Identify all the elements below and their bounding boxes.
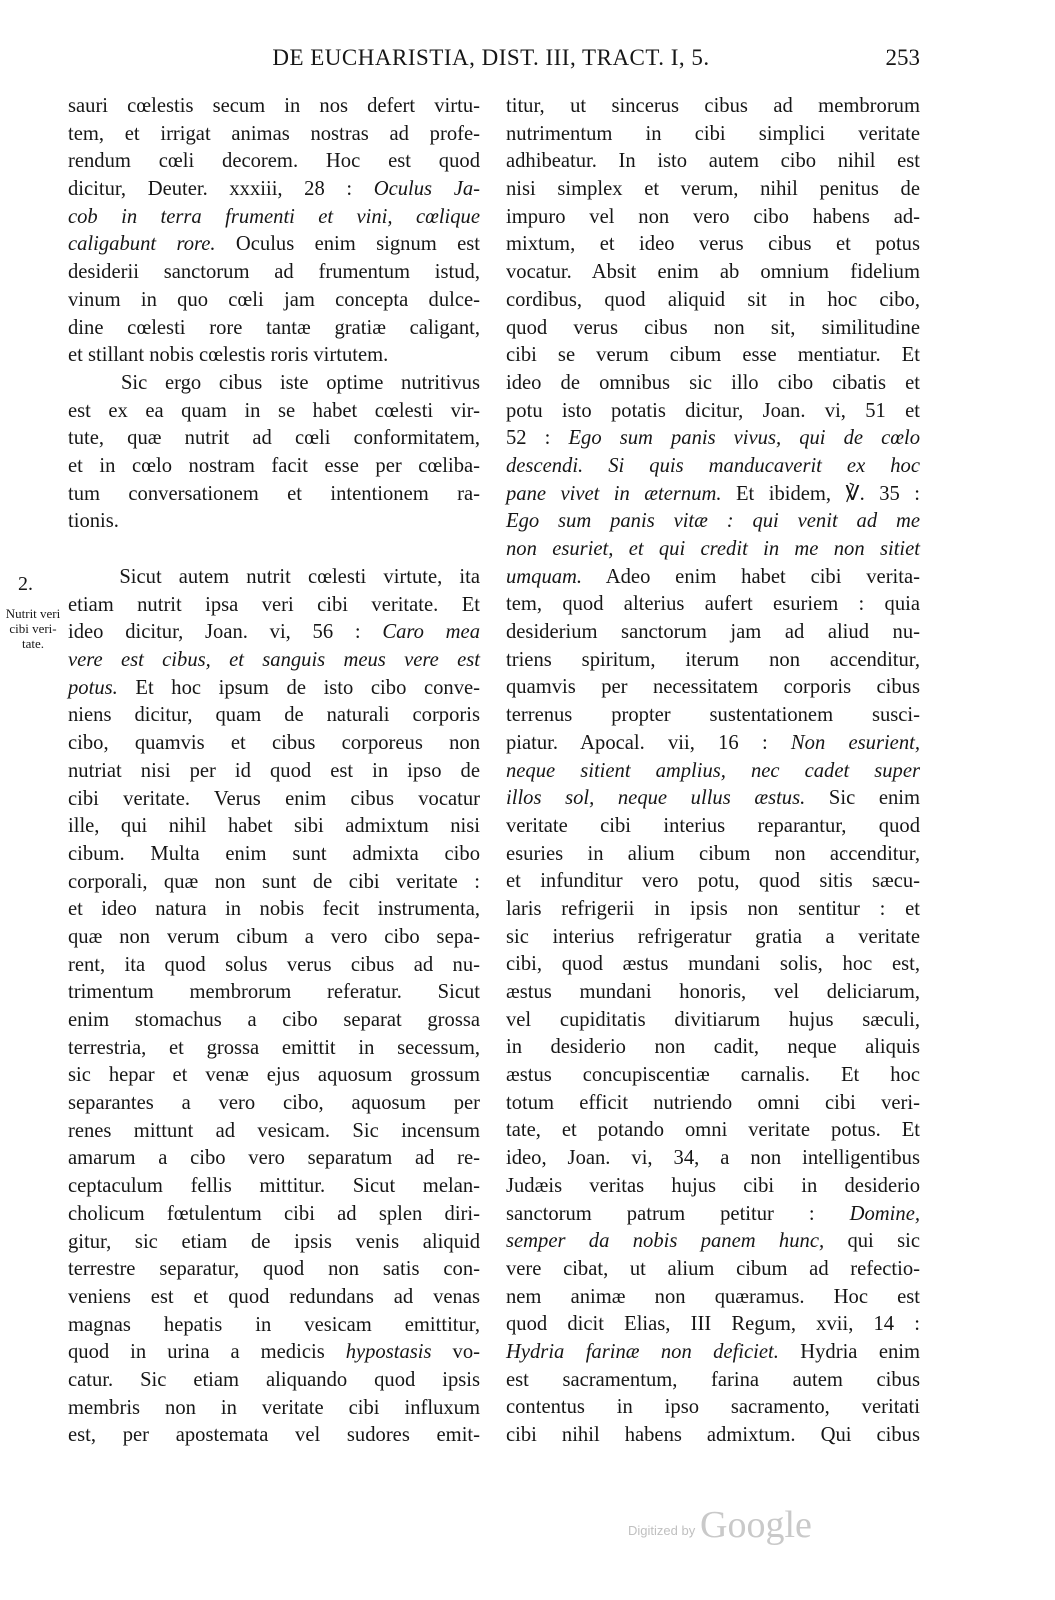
- text-segment: qui sic: [824, 1230, 920, 1253]
- text-segment: renes mittunt ad vesicam. Sic incensum: [68, 1119, 480, 1142]
- text-segment: mixtum, et ideo verus cibus et potus: [506, 233, 920, 256]
- text-segment: Oculus enim signum est: [215, 233, 480, 256]
- italic-quote: pane vivet in æternum.: [506, 482, 722, 505]
- text-line: [506, 1256, 920, 1284]
- text-segment: cibo, quamvis et cibus corporeus non: [68, 732, 480, 755]
- text-line: [68, 204, 480, 232]
- text-segment: membris non in veritate cibi influxum: [68, 1396, 480, 1419]
- text-segment: sanctorum patrum petitur :: [506, 1202, 850, 1225]
- text-line: [506, 508, 920, 536]
- text-segment: nutrimentum in cibi simplici veritate: [506, 122, 920, 145]
- margin-note: [2, 606, 64, 651]
- text-segment: et in cœlo nostram facit esse per cœliba-: [68, 454, 480, 477]
- running-header: [62, 40, 920, 76]
- text-line: [506, 1145, 920, 1173]
- text-segment: Judæis veritas hujus cibi in desiderio: [506, 1174, 920, 1197]
- text-line: [506, 564, 920, 592]
- digitized-label: Digitized by: [628, 1523, 696, 1538]
- text-line: [506, 896, 920, 924]
- text-line: [506, 148, 920, 176]
- text-line: [68, 952, 480, 980]
- text-segment: corporali, quæ non sunt de cibi veritate :: [68, 870, 480, 893]
- text-segment: vinum in quo cœli jam concepta dulce-: [68, 288, 480, 311]
- left-column: [68, 93, 480, 1450]
- text-segment: tum conversationem et intentionem ra-: [68, 482, 480, 505]
- text-segment: dicitur, Deuter. xxxiii, 28 :: [68, 178, 374, 201]
- text-line: [506, 647, 920, 675]
- text-segment: nisi simplex et verum, nihil penitus de: [506, 178, 920, 201]
- text-segment: veniens est et quod redundans ad venas: [68, 1285, 480, 1308]
- italic-quote: Caro mea: [382, 621, 480, 644]
- italic-quote: Ego sum panis vitæ : qui venit ad me: [506, 510, 920, 533]
- text-line: [506, 536, 920, 564]
- text-segment: separantes a vero cibo, aquosum per: [68, 1092, 480, 1115]
- text-segment: cibi veritate. Verus enim cibus vocatur: [68, 787, 480, 810]
- text-segment: quod verus cibus non sit, similitudine: [506, 316, 920, 339]
- text-segment: magnas hepatis in vesicam emittitur,: [68, 1313, 480, 1336]
- text-segment: vocatur. Absit enim ab omnium fidelium: [506, 261, 920, 284]
- text-line: [68, 453, 480, 481]
- text-segment: dine cœlesti rore tantæ gratiæ caligant,: [68, 316, 480, 339]
- text-line: [68, 647, 480, 675]
- text-line: [506, 1367, 920, 1395]
- text-segment: nem animæ non quæramus. Hoc est: [506, 1285, 920, 1308]
- text-line: [506, 1228, 920, 1256]
- text-segment: tute, quæ nutrit ad cœli conformitatem,: [68, 427, 480, 450]
- text-line: [506, 93, 920, 121]
- text-segment: enim stomachus a cibo separat grossa: [68, 1009, 480, 1031]
- text-segment: niens dicitur, quam de naturali corporis: [68, 704, 480, 727]
- italic-quote: Hydria farinæ non deficiet.: [506, 1340, 779, 1363]
- italic-quote: neque sitient amplius, nec cadet super: [506, 759, 920, 782]
- text-segment: titur, ut sincerus cibus ad membrorum: [506, 95, 920, 117]
- italic-quote: non esuriet, et qui credit in me non sitiet: [506, 538, 920, 560]
- text-segment: æstus concupiscentiæ carnalis. Et hoc: [506, 1064, 920, 1087]
- text-line: [506, 1339, 920, 1367]
- text-segment: tionis.: [68, 510, 119, 533]
- text-line: [506, 758, 920, 786]
- text-line: [68, 121, 480, 149]
- text-line: [68, 1312, 480, 1340]
- text-segment: Et hoc ipsum de isto cibo conve-: [117, 676, 480, 699]
- text-line: [68, 342, 480, 370]
- text-line: [506, 951, 920, 979]
- text-line: [68, 315, 480, 343]
- text-segment: etiam nutrit ipsa veri cibi veritate. Et: [68, 593, 480, 616]
- text-segment: est, per apostemata vel sudores emit-: [68, 1424, 480, 1447]
- text-line: [68, 1118, 480, 1146]
- text-segment: cholicum fœtulentum cibi ad splen diri-: [68, 1202, 480, 1225]
- text-line: [506, 1422, 920, 1450]
- text-segment: et infunditur vero potu, quod sitis sæcu-: [506, 870, 920, 893]
- text-segment: esuries in alium cibum non accenditur,: [506, 842, 920, 865]
- text-segment: est sacramentum, farina autem cibus: [506, 1368, 920, 1391]
- text-line: [506, 1173, 920, 1201]
- text-segment: et stillant nobis cœlestis roris virtutem.: [68, 344, 389, 367]
- text-line: [506, 176, 920, 204]
- text-line: [506, 924, 920, 952]
- text-segment: cibi nihil habens admixtum. Qui cibus: [506, 1424, 920, 1446]
- text-line: [68, 702, 480, 730]
- text-segment: veritate cibi interius reparantur, quod: [506, 814, 920, 837]
- text-line: [68, 869, 480, 897]
- text-line: [506, 702, 920, 730]
- text-line: [68, 398, 480, 426]
- text-segment: contentus in ipso sacramento, veritati: [506, 1396, 920, 1419]
- text-line: [68, 287, 480, 315]
- text-line: [506, 370, 920, 398]
- text-line: [68, 1145, 480, 1173]
- page-number: 253: [885, 45, 920, 70]
- text-line: [68, 924, 480, 952]
- italic-quote: Oculus Ja-: [373, 178, 480, 201]
- text-line: [68, 176, 480, 204]
- text-line: [68, 1367, 480, 1395]
- text-segment: impuro vel non vero cibo habens ad-: [506, 205, 920, 228]
- text-line: [506, 1090, 920, 1118]
- text-segment: Sicut autem nutrit cœlesti virtute, ita: [68, 566, 480, 588]
- text-line: [68, 1007, 480, 1035]
- italic-quote: Domine,: [849, 1202, 920, 1225]
- text-line: [506, 1007, 920, 1035]
- text-segment: sic interius refrigeratur gratia a veritate: [506, 925, 920, 948]
- text-line: [506, 1034, 920, 1062]
- text-line: [68, 730, 480, 758]
- right-column: [506, 93, 920, 1450]
- text-line: [68, 1256, 480, 1284]
- text-segment: tate, et potando omni veritate potus. Et: [506, 1119, 920, 1142]
- italic-quote: semper da nobis panem hunc,: [506, 1230, 825, 1253]
- running-title: DE EUCHARISTIA, DIST. III, TRACT. I, 5.: [272, 45, 710, 70]
- italic-quote: Non esurient,: [790, 731, 920, 754]
- text-line: [68, 1201, 480, 1229]
- text-segment: est ex ea quam in se habet cœlesti vir-: [68, 399, 480, 422]
- text-line: [506, 398, 920, 426]
- text-segment: ideo dicitur, Joan. vi, 56 :: [68, 621, 383, 644]
- text-segment: cibi se verum cibum esse mentiatur. Et: [506, 344, 920, 367]
- italic-quote: potus.: [68, 676, 118, 699]
- text-segment: Sic ergo cibus iste optime nutritivus: [68, 371, 480, 394]
- text-segment: cibum. Multa enim sunt admixta cibo: [68, 842, 480, 865]
- text-segment: vel cupiditatis divitiarum hujus sæculi,: [506, 1008, 920, 1031]
- margin-note-line: Nutrit veri: [5, 606, 61, 621]
- text-segment: tem, quod alterius aufert esuriem : quia: [506, 593, 920, 616]
- text-segment: terrestria, et grossa emittit in secessum,: [68, 1036, 480, 1059]
- text-line: [68, 148, 480, 176]
- text-line: [68, 1090, 480, 1118]
- text-line: [68, 481, 480, 509]
- text-line: [68, 675, 480, 703]
- text-segment: Et ibidem, ℣. 35 :: [721, 482, 920, 505]
- paragraph-number: 2.: [18, 573, 33, 595]
- text-segment: vo-: [431, 1341, 480, 1364]
- google-logo: Google: [700, 1504, 812, 1546]
- text-line: [506, 1311, 920, 1339]
- text-segment: laris refrigerii in ipsis non sentitur : et: [506, 897, 920, 920]
- text-segment: terrenus propter sustentationem susci-: [506, 704, 920, 727]
- text-line: [68, 592, 480, 620]
- text-segment: ceptaculum fellis mittitur. Sicut melan-: [68, 1175, 480, 1198]
- text-segment: quamvis per necessitatem corporis cibus: [506, 676, 920, 699]
- text-line: [506, 868, 920, 896]
- text-line: [506, 259, 920, 287]
- text-line: [506, 591, 920, 619]
- text-line: [68, 619, 480, 647]
- text-line: [68, 259, 480, 287]
- text-segment: 52 :: [506, 427, 569, 450]
- margin-note-line: tate.: [21, 636, 44, 651]
- text-line: [506, 1394, 920, 1422]
- text-line: [68, 231, 480, 259]
- text-segment: vere cibat, ut alium cibum ad refectio-: [506, 1257, 920, 1280]
- text-segment: desiderii sanctorum ad frumentum istud,: [68, 261, 480, 284]
- text-line: [506, 204, 920, 232]
- text-line: [506, 425, 920, 453]
- text-segment: amarum a cibo vero separatum ad re-: [68, 1147, 480, 1170]
- text-line: [68, 786, 480, 814]
- text-segment: quod dicit Elias, III Regum, xvii, 14 :: [506, 1313, 920, 1336]
- text-segment: rendum cœli decorem. Hoc est quod: [68, 150, 480, 173]
- text-segment: et ideo natura in nobis fecit instrumenta,: [68, 898, 480, 921]
- text-segment: Adeo enim habet cibi verita-: [582, 565, 920, 588]
- text-segment: Hydria enim: [778, 1340, 920, 1363]
- text-segment: catur. Sic etiam aliquando quod ipsis: [68, 1368, 480, 1391]
- text-segment: triens spiritum, iterum non accenditur,: [506, 648, 920, 671]
- text-line: [506, 1201, 920, 1229]
- margin-note-line: cibi veri-: [9, 621, 57, 636]
- text-line: [506, 674, 920, 702]
- text-segment: nutriat nisi per id quod est in ipso de: [68, 759, 480, 782]
- text-segment: quæ non verum cibum a vero cibo sepa-: [68, 925, 480, 948]
- italic-quote: cob in terra frumenti et vini, cœlique: [68, 205, 480, 228]
- italic-quote: vere est cibus, et sanguis meus vere est: [68, 649, 480, 672]
- text-segment: sic hepar et venæ ejus aquosum grossum: [68, 1064, 480, 1087]
- text-segment: sauri cœlestis secum in nos defert virtu-: [68, 95, 480, 117]
- text-line: [68, 1395, 480, 1423]
- text-line: [506, 785, 920, 813]
- text-line: [506, 730, 920, 758]
- text-segment: quod in urina a medicis: [68, 1341, 346, 1364]
- text-segment: cordibus, quod aliquid sit in hoc cibo,: [506, 288, 920, 311]
- text-line: [68, 841, 480, 869]
- text-segment: Sic enim: [805, 787, 921, 810]
- text-segment: totum efficit nutriendo omni cibi veri-: [506, 1091, 920, 1114]
- italic-quote: Ego sum panis vivus, qui de cœlo: [568, 427, 920, 450]
- text-line: [506, 481, 920, 509]
- text-line: [68, 370, 480, 398]
- text-line: [506, 1062, 920, 1090]
- text-segment: adhibeatur. In isto autem cibo nihil est: [506, 150, 920, 173]
- text-line: [506, 619, 920, 647]
- text-segment: rent, ita quod solus verus cibus ad nu-: [68, 953, 480, 976]
- text-line: [68, 1035, 480, 1063]
- text-line: [68, 425, 480, 453]
- italic-quote: umquam.: [506, 565, 583, 588]
- text-line: [506, 121, 920, 149]
- text-line: [506, 453, 920, 481]
- paragraph-gap: [68, 536, 480, 564]
- text-line: [506, 287, 920, 315]
- text-line: [506, 813, 920, 841]
- text-line: [68, 1284, 480, 1312]
- text-segment: piatur. Apocal. vii, 16 :: [506, 731, 791, 754]
- text-line: [68, 1173, 480, 1201]
- text-line: [506, 979, 920, 1007]
- text-segment: potu isto potatis dicitur, Joan. vi, 51 et: [506, 399, 920, 422]
- text-segment: ille, qui nihil habet sibi admixtum nisi: [68, 815, 480, 838]
- text-segment: trimentum membrorum referatur. Sicut: [68, 981, 480, 1004]
- italic-quote: hypostasis: [345, 1341, 432, 1364]
- text-segment: ideo de omnibus sic illo cibo cibatis et: [506, 371, 920, 394]
- text-line: [68, 1422, 480, 1450]
- text-line: [68, 1339, 480, 1367]
- text-segment: in desiderio non cadit, neque aliquis: [506, 1036, 920, 1059]
- text-segment: terrestre separatur, quod non satis con-: [68, 1258, 480, 1281]
- text-line: [506, 1117, 920, 1145]
- text-line: [68, 758, 480, 786]
- digitized-watermark: [628, 1503, 858, 1547]
- text-segment: desiderium sanctorum jam ad aliud nu-: [506, 621, 920, 644]
- text-line: [506, 1284, 920, 1312]
- text-line: [68, 1229, 480, 1257]
- text-segment: tem, et irrigat animas nostras ad profe-: [68, 122, 480, 145]
- text-segment: cibi, quod æstus mundani solis, hoc est,: [506, 953, 920, 976]
- text-line: [68, 1062, 480, 1090]
- italic-quote: descendi. Si quis manducaverit ex hoc: [506, 454, 920, 477]
- text-line: [68, 508, 480, 536]
- italic-quote: caligabunt rore.: [68, 233, 216, 256]
- text-segment: æstus mundani honoris, vel deliciarum,: [506, 981, 920, 1003]
- text-segment: ideo, Joan. vi, 34, a non intelligentibus: [506, 1147, 920, 1170]
- text-line: [506, 231, 920, 259]
- text-line: [506, 342, 920, 370]
- text-line: [68, 896, 480, 924]
- text-line: [506, 841, 920, 869]
- text-line: [506, 315, 920, 343]
- italic-quote: illos sol, neque ullus æstus.: [506, 787, 806, 810]
- text-line: [68, 93, 480, 121]
- text-line: [68, 979, 480, 1007]
- text-line: [68, 564, 480, 592]
- text-segment: gitur, sic etiam de ipsis venis aliquid: [68, 1230, 480, 1253]
- text-line: [68, 813, 480, 841]
